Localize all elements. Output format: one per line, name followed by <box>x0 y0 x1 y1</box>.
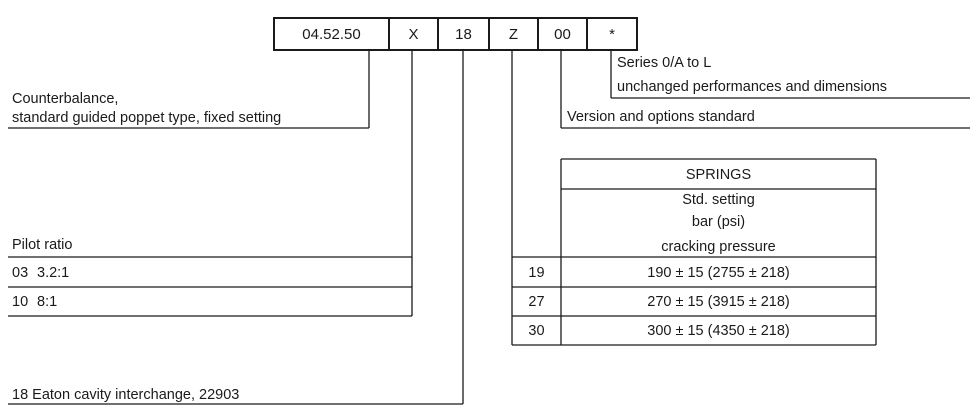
code-box-spring: Z <box>488 17 537 51</box>
series-label-line2: unchanged performances and dimensions <box>617 79 888 95</box>
code-box-series: * <box>586 17 638 51</box>
spring-value-30: 300 ± 15 (4350 ± 218) <box>647 323 790 339</box>
function-label-line1: Counterbalance, <box>12 91 119 107</box>
pilot-ratio-code-10: 10 <box>12 294 29 310</box>
code-box-model: 04.52.50 <box>273 17 388 51</box>
code-box-version: 00 <box>537 17 586 51</box>
springs-subheader-line3: cracking pressure <box>661 239 776 255</box>
cavity-label: 18 Eaton cavity interchange, 22903 <box>12 387 240 403</box>
code-box-pilot-ratio: X <box>388 17 437 51</box>
springs-subheader-line2: bar (psi) <box>691 214 746 230</box>
pilot-ratio-title: Pilot ratio <box>12 237 73 253</box>
springs-subheader-line1: Std. setting <box>682 192 755 208</box>
code-box-cavity: 18 <box>437 17 488 51</box>
function-label-line2: standard guided poppet type, fixed setting <box>12 110 282 126</box>
spring-code-27: 27 <box>528 294 545 310</box>
series-label-line1: Series 0/A to L <box>617 55 712 71</box>
pilot-ratio-code-03: 03 <box>12 265 29 281</box>
spring-code-30: 30 <box>528 323 545 339</box>
spring-value-19: 190 ± 15 (2755 ± 218) <box>647 265 790 281</box>
springs-title: SPRINGS <box>685 167 752 183</box>
version-label: Version and options standard <box>567 109 755 125</box>
spring-code-19: 19 <box>528 265 545 281</box>
spring-value-27: 270 ± 15 (3915 ± 218) <box>647 294 790 310</box>
pilot-ratio-value-03: 3.2:1 <box>37 265 70 281</box>
pilot-ratio-value-10: 8:1 <box>37 294 58 310</box>
